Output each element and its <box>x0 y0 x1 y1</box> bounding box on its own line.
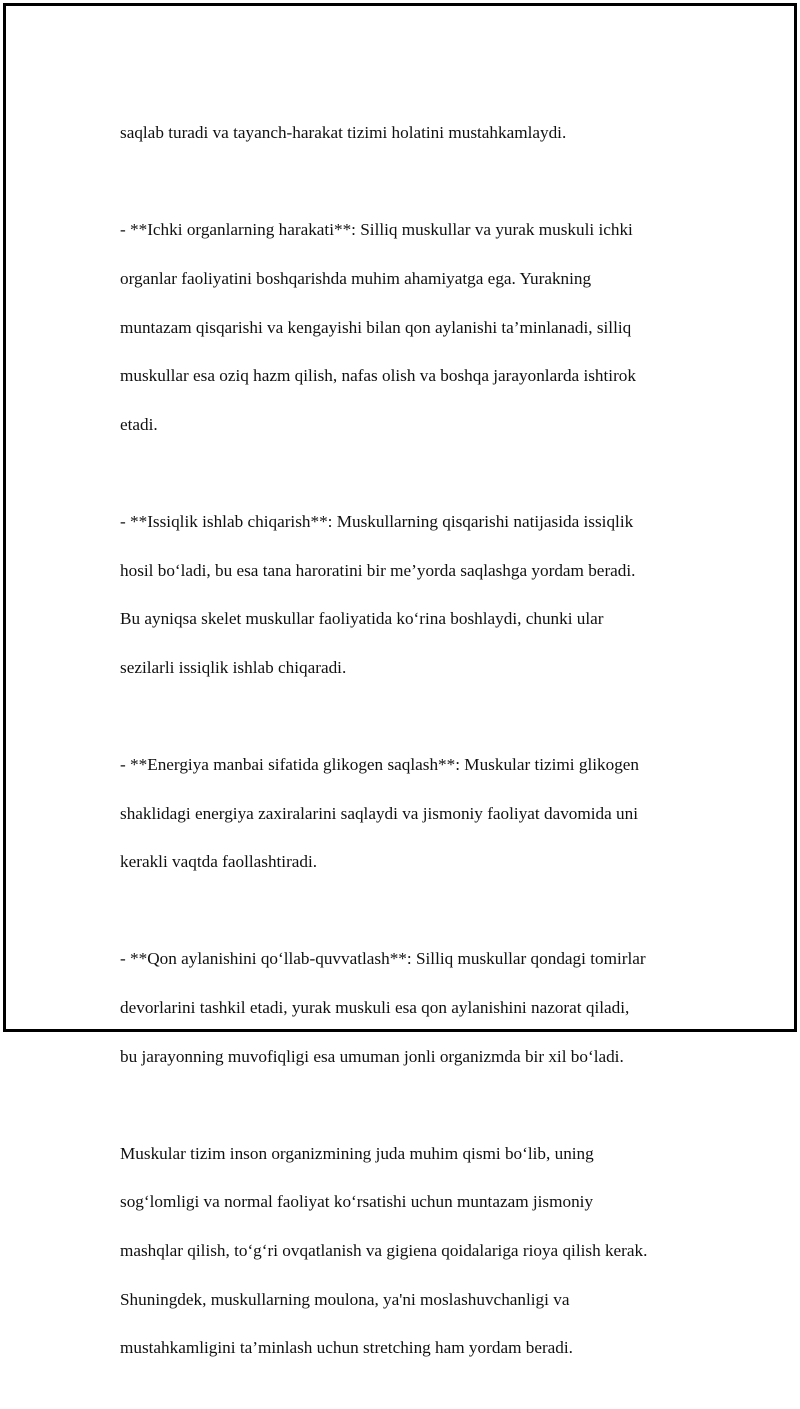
paragraph-circulation-support <box>120 923 680 1093</box>
text-line: mustahkamligini ta’minlash uchun stretching ham yordam beradi. <box>120 1338 573 1358</box>
document-body <box>120 97 680 1409</box>
text-line: saqlab turadi va tayanch-harakat tizimi holatini mustahkamlaydi. <box>120 123 567 143</box>
paragraph-intro-continuation <box>120 97 680 170</box>
text-line: etadi. <box>120 414 158 434</box>
text-line: - **Ichki organlarning harakati**: Silliq muskullar va yurak muskuli ichki <box>120 220 633 240</box>
paragraph-glycogen-storage <box>120 729 680 899</box>
text-line: sezilarli issiqlik ishlab chiqaradi. <box>120 657 347 677</box>
text-line: shaklidagi energiya zaxiralarini saqlaydi va jismoniy faoliyat davomida uni <box>120 803 639 823</box>
text-line: organlar faoliyatini boshqarishda muhim ahamiyatga ega. Yurakning <box>120 269 592 289</box>
text-line: muntazam qisqarishi va kengayishi bilan qon aylanishi ta’minlanadi, silliq <box>120 317 632 337</box>
text-line: devorlarini tashkil etadi, yurak muskuli esa qon aylanishini nazorat qiladi, <box>120 997 630 1017</box>
text-line: Bu ayniqsa skelet muskullar faoliyatida koʻrina boshlaydi, chunki ular <box>120 609 604 629</box>
text-line: kerakli vaqtda faollashtiradi. <box>120 852 318 872</box>
text-line: Muskular tizim inson organizmining juda muhim qismi boʻlib, uning <box>120 1143 594 1163</box>
text-line: - **Energiya manbai sifatida glikogen saqlash**: Muskular tizimi glikogen <box>120 755 640 775</box>
text-line: bu jarayonning muvofiqligi esa umuman jonli organizmda bir xil boʻladi. <box>120 1046 624 1066</box>
text-line: mashqlar qilish, toʻgʻri ovqatlanish va gigiena qoidalariga rioya qilish kerak. <box>120 1240 648 1260</box>
paragraph-heat-production <box>120 486 680 705</box>
paragraph-internal-organs <box>120 194 680 461</box>
document-page <box>3 3 797 1358</box>
text-line: - **Issiqlik ishlab chiqarish**: Muskullarning qisqarishi natijasida issiqlik <box>120 512 634 532</box>
text-line: sogʻlomligi va normal faoliyat koʻrsatishi uchun muntazam jismoniy <box>120 1192 594 1212</box>
text-line: - **Qon aylanishini qoʻllab-quvvatlash**: Silliq muskullar qondagi tomirlar <box>120 949 646 969</box>
text-line: hosil boʻladi, bu esa tana haroratini bir me’yorda saqlashga yordam beradi. <box>120 560 636 580</box>
text-line: Shuningdek, muskullarning moulona, ya'ni moslashuvchanligi va <box>120 1289 570 1309</box>
paragraph-conclusion <box>120 1117 680 1384</box>
text-line: muskullar esa oziq hazm qilish, nafas olish va boshqa jarayonlarda ishtirok <box>120 366 636 386</box>
